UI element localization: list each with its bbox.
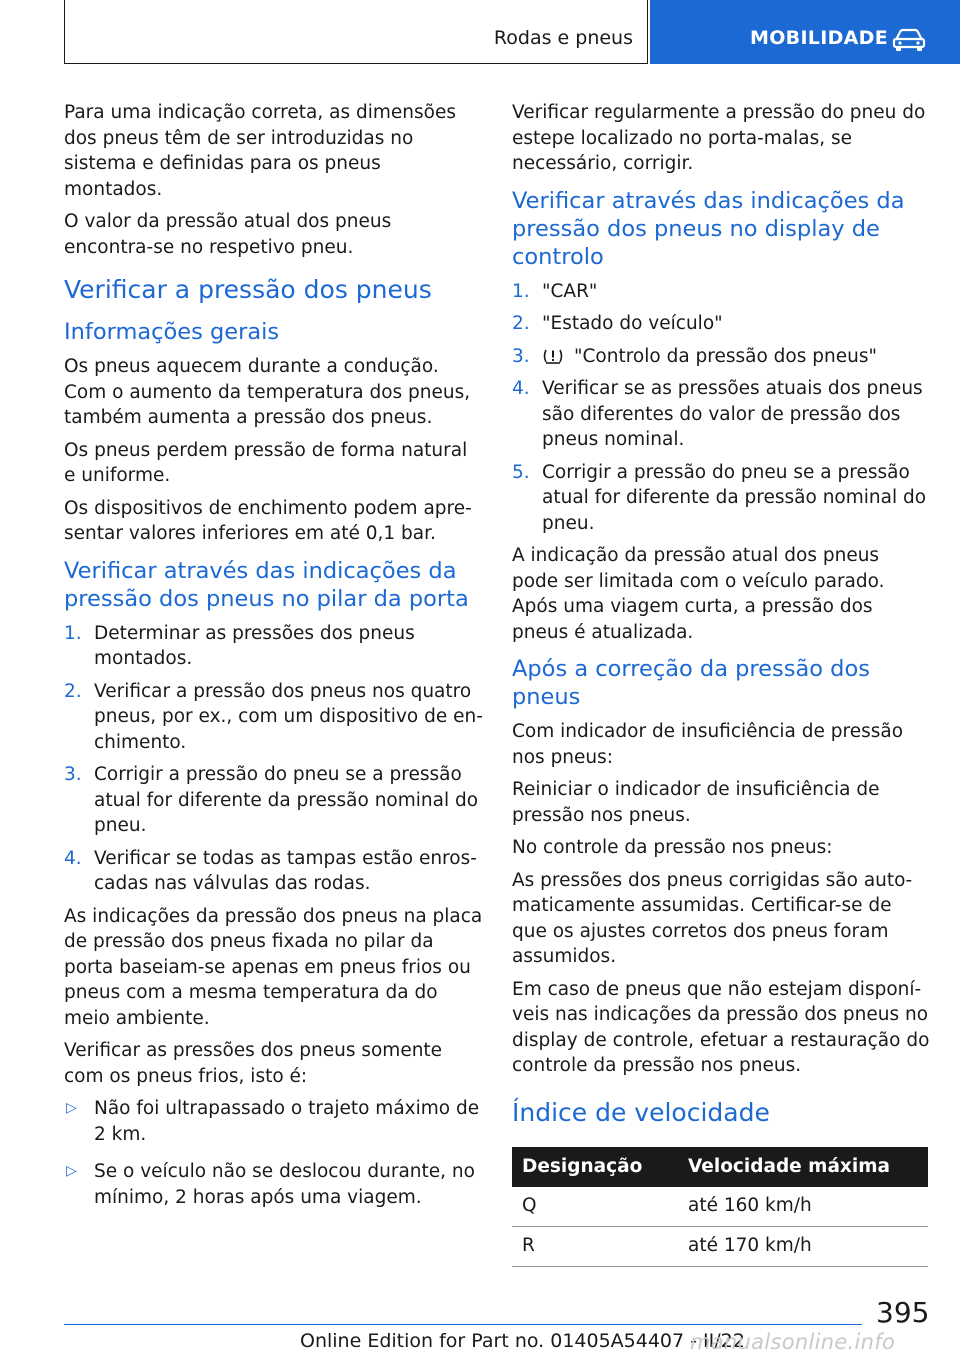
list-item — [512, 376, 930, 453]
list-item — [512, 460, 930, 537]
table-cell: R — [512, 1226, 678, 1266]
paragraph: Para uma indicação correta, as dimensões dos pneus têm de ser introduzidas no sistema e definidas para os pneus montados. — [64, 102, 456, 200]
column-header: Designação — [512, 1147, 678, 1187]
table-row — [512, 1187, 928, 1227]
table-cell: até 160 km/h — [678, 1187, 928, 1227]
paragraph: Verificar as pressões dos pneus somente com os pneus frios, isto é: — [64, 1040, 443, 1087]
step-text: Corrigir a pressão do pneu se a pressão atual for diferente da pressão nominal do pneu. — [542, 461, 927, 534]
paragraph: A indicação da pressão atual dos pneus pode ser limitada com o veículo parado. Após uma viagem curta, a pressão dos pneus é atualizada. — [512, 545, 885, 643]
list-item — [64, 762, 484, 839]
table-row — [512, 1226, 928, 1266]
heading-after-correction: Após a correção da pressão dos pneus — [512, 656, 870, 710]
paragraph: Em caso de pneus que não estejam disponíveis nas indicações da pressão dos pneus no display de controle, efetuar a restauração do controle da pressão nos pneus. — [512, 978, 930, 1076]
list-item — [512, 279, 930, 305]
chapter-tab — [650, 0, 960, 64]
paragraph: Os dispositivos de enchimento podem apresentar valores inferiores em até 0,1 bar. — [64, 497, 472, 544]
footer-divider — [64, 1324, 862, 1325]
step-text: "Estado do veículo" — [542, 313, 723, 334]
section-tab — [64, 0, 648, 64]
step-text: Verificar a pressão dos pneus nos quatro pneus, por ex., com um dispositivo de enchimento. — [94, 680, 483, 753]
list-item — [64, 1096, 484, 1147]
paragraph: No controle da pressão nos pneus: — [512, 837, 833, 858]
paragraph: Os pneus perdem pressão de forma natural e uniforme. — [64, 439, 468, 486]
chapter-title: MOBILIDADE — [750, 27, 889, 49]
list-item — [512, 311, 930, 337]
heading-control-display: Verificar através das indicações da pressão dos pneus no display de controlo — [512, 187, 905, 270]
paragraph: O valor da pressão atual dos pneus encontra-se no respetivo pneu. — [64, 211, 392, 258]
paragraph: Verificar regularmente a pressão do pneu do estepe localizado no porta-malas, se necessário, corrigir. — [512, 102, 926, 174]
step-number: 5. — [512, 461, 530, 483]
bullet-text: Se o veículo não se deslocou durante, no mínimo, 2 horas após uma viagem. — [94, 1161, 475, 1208]
step-number: 3. — [64, 764, 82, 785]
step-text: Corrigir a pressão do pneu se a pressão atual for diferente da pressão nominal do pneu. — [94, 764, 479, 836]
page-header — [0, 0, 960, 66]
paragraph: As indicações da pressão dos pneus na placa de pressão dos pneus fixada no pilar da porta baseiam-se apenas em pneus frios ou pneus com a mesma temperatura da do meio ambiente. — [64, 905, 483, 1029]
steps-list — [64, 621, 484, 897]
table-cell: até 170 km/h — [678, 1226, 928, 1266]
triangle-bullet-icon: ▷ — [66, 1163, 77, 1179]
list-item — [512, 344, 930, 370]
step-number: 3. — [512, 345, 530, 367]
paragraph: Com indicador de insuficiência de pressão nos pneus: — [512, 721, 904, 768]
step-number: 2. — [512, 313, 530, 334]
page-number: 395 — [876, 1296, 930, 1329]
step-number: 1. — [64, 622, 82, 644]
edition-note: Online Edition for Part no. 01405A54407 - II/22 — [300, 1330, 745, 1352]
step-text: Verificar se todas as tampas estão enroscadas nas válvulas das rodas. — [94, 847, 477, 894]
table-cell: Q — [512, 1187, 678, 1227]
list-item — [64, 679, 484, 756]
steps-list — [512, 279, 930, 537]
list-item — [64, 1159, 484, 1210]
tire-pressure-warning-icon — [542, 347, 564, 365]
step-text: "CAR" — [542, 280, 598, 302]
paragraph: As pressões dos pneus corrigidas são automaticamente assumidas. Certificar-se de que os ajustes corretos dos pneus foram assumidos. — [512, 869, 913, 967]
step-number: 2. — [64, 680, 82, 702]
heading-door-pillar: Verificar através das indicações da pressão dos pneus no pilar da porta — [64, 557, 469, 612]
section-title: Rodas e pneus — [493, 27, 633, 49]
triangle-bullet-icon: ▷ — [66, 1100, 77, 1116]
step-number: 4. — [64, 847, 82, 869]
list-item — [64, 621, 484, 672]
table-header-row — [512, 1147, 928, 1187]
list-item — [64, 846, 484, 897]
car-icon — [892, 28, 926, 52]
heading-check-pressure: Verificar a pressão dos pneus — [64, 275, 432, 304]
bullet-text: Não foi ultrapassado o trajeto máximo de 2 km. — [94, 1098, 480, 1145]
right-column — [512, 100, 930, 1267]
step-text: Verificar se as pressões atuais dos pneus são diferentes do valor de pressão dos pneus nominal. — [542, 378, 923, 450]
heading-speed-index: Índice de velocidade — [512, 1097, 770, 1127]
column-header: Velocidade máxima — [678, 1147, 928, 1187]
paragraph: Os pneus aquecem durante a condução. Com o aumento da temperatura dos pneus, também aumenta a pressão dos pneus. — [64, 356, 471, 428]
watermark: manualsonline.info — [690, 1330, 896, 1354]
paragraph: Reiniciar o indicador de insuficiência de pressão nos pneus. — [512, 779, 880, 826]
left-column — [64, 100, 484, 1222]
step-number: 1. — [512, 280, 530, 302]
speed-index-table — [512, 1147, 928, 1267]
step-text: Determinar as pressões dos pneus montados. — [94, 622, 415, 669]
step-text: "Controlo da pressão dos pneus" — [574, 345, 877, 367]
step-number: 4. — [512, 378, 530, 399]
heading-general-info: Informações gerais — [64, 319, 280, 345]
bullet-list — [64, 1096, 484, 1210]
